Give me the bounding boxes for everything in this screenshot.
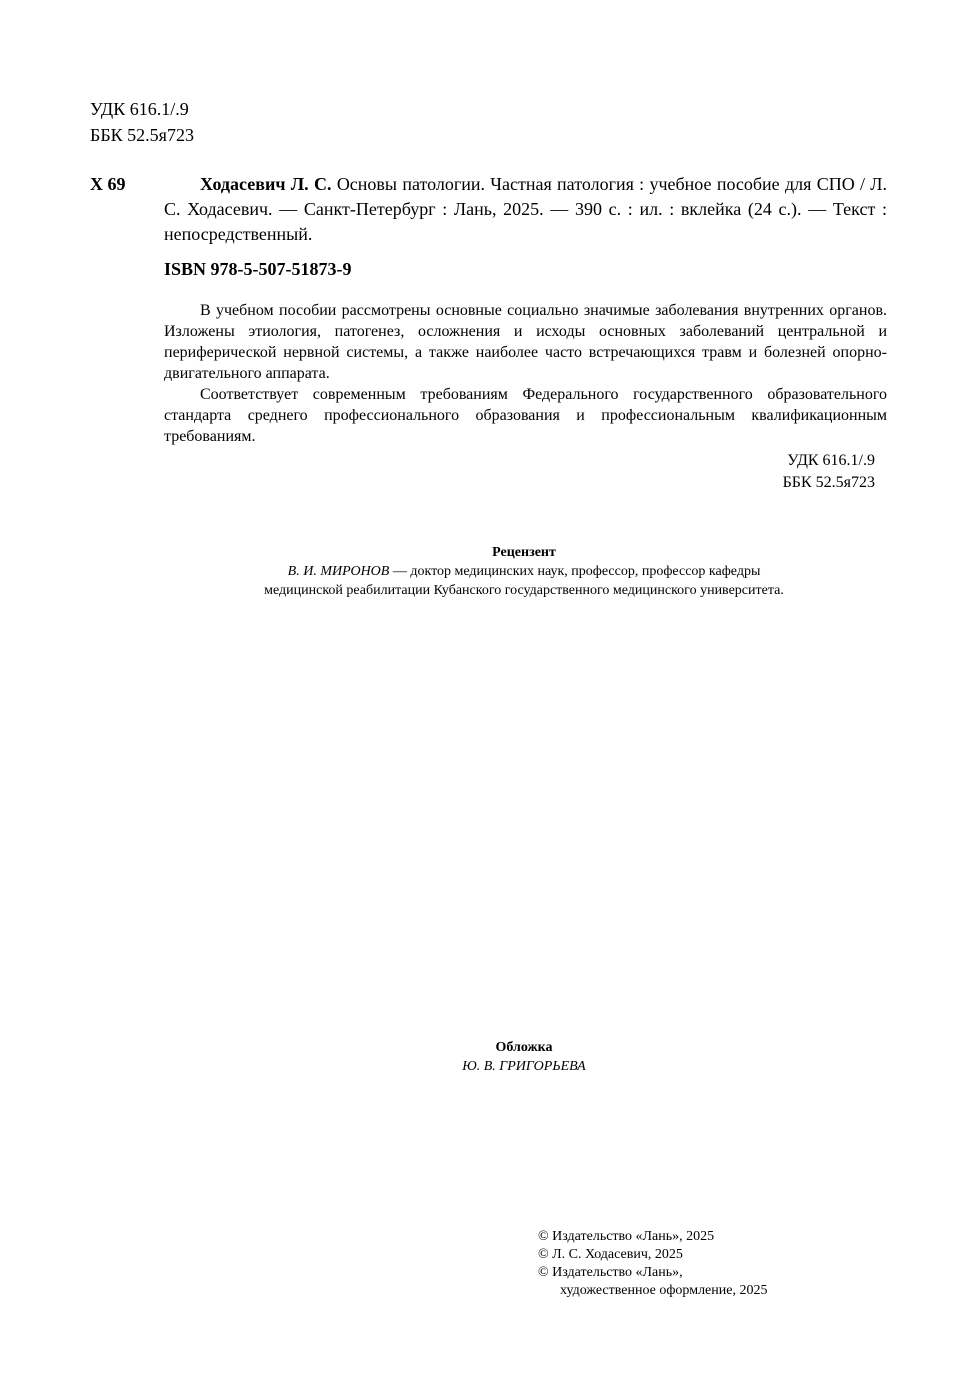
abstract-paragraph: В учебном пособии рассмотрены основные социально значимые заболевания внутренних органов. Изложены этиология, патогенез, осложнения и исходы основных заболеваний центральной и периферической нервной системы, а также наиболее часто встречающихся травм и болезней опорно-двигательного аппарата.	[164, 302, 887, 382]
classification-block-right	[760, 450, 875, 494]
bibliographic-description: Основы патологии. Частная патология : учебное пособие для СПО / Л. С. Ходасевич. — Санкт-Петербург : Лань, 2025. — 390 с. : ил. : вклейка (24 с.). — Текст : непосредственный.	[164, 174, 888, 244]
copyright-line: © Издательство «Лань»,	[538, 1265, 683, 1280]
reviewer-description: — доктор медицинских наук, профессор, профессор кафедры	[389, 564, 761, 579]
reviewer-heading: Рецензент	[492, 545, 556, 560]
bbk-code: ББК 52.5я723	[90, 125, 194, 145]
bbk-code: ББК 52.5я723	[782, 474, 875, 491]
cover-block	[90, 1038, 958, 1076]
copyright-line: художественное оформление, 2025	[560, 1283, 768, 1298]
copyright-block	[538, 1228, 767, 1300]
bibliographic-record	[164, 172, 887, 247]
classification-block	[90, 96, 194, 148]
udk-code: УДК 616.1/.9	[90, 99, 189, 119]
author-name: Ходасевич Л. С.	[200, 174, 332, 194]
cover-heading: Обложка	[495, 1040, 553, 1055]
reviewer-name: В. И. МИРОНОВ	[287, 564, 390, 579]
isbn: ISBN 978-5-507-51873-9	[164, 259, 352, 279]
abstract-paragraph: Соответствует современным требованиям Федерального государственного образовательного стандарта среднего профессионального образования и профессиональным квалификационным требованиям.	[164, 386, 887, 445]
reviewer-block	[90, 543, 958, 600]
author-code: Х 69	[90, 174, 126, 194]
copyright-line: © Л. С. Ходасевич, 2025	[538, 1247, 683, 1262]
copyright-line: © Издательство «Лань», 2025	[538, 1229, 715, 1244]
cover-designer: Ю. В. ГРИГОРЬЕВА	[462, 1059, 586, 1074]
udk-code: УДК 616.1/.9	[787, 452, 875, 469]
reviewer-description: медицинской реабилитации Кубанского государственного медицинского университета.	[264, 583, 784, 598]
abstract	[164, 300, 887, 447]
